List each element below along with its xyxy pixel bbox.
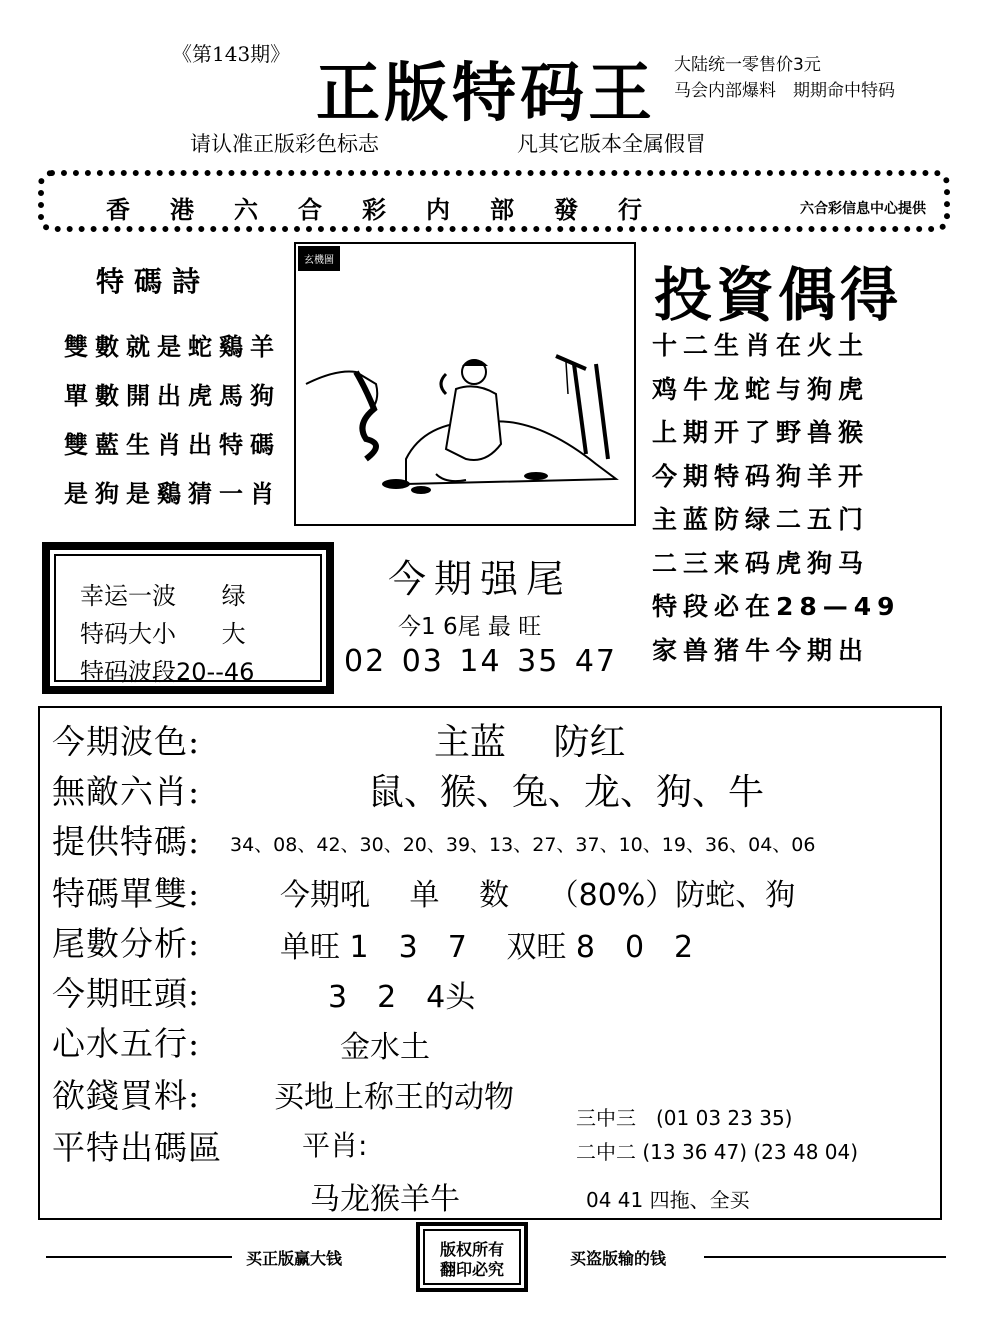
footer-left-text: 买正版赢大钱 xyxy=(246,1249,343,1268)
flat-zodiac-value: 马龙猴羊牛 xyxy=(310,1182,460,1217)
odd-even-value: 今期吼 单 数 （80%）防蛇、狗 xyxy=(280,878,796,913)
band-label: 特码波段 xyxy=(80,658,176,686)
size-label: 特码大小 xyxy=(80,620,176,648)
poem-line: 雙藍生肖出特碼 xyxy=(64,430,281,459)
footer-rule-left xyxy=(46,1256,232,1258)
publisher-banner xyxy=(38,170,950,232)
element-value: 金水土 xyxy=(340,1030,430,1065)
strong-tail-sub: 今1 6尾 最 旺 xyxy=(398,614,542,640)
head-value: 3 2 4头 xyxy=(328,980,476,1015)
notice-fake: 凡其它版本全属假冒 xyxy=(517,132,706,156)
color-label: 今期波色: xyxy=(52,722,201,761)
poem-line: 單數開出虎馬狗 xyxy=(64,381,281,410)
combo-drag: 04 41 四拖、全买 xyxy=(586,1188,750,1212)
invest-line: 二三来码虎狗马 xyxy=(652,548,870,578)
flat-zodiac-label: 平肖: xyxy=(302,1129,368,1162)
invest-title: 投資偶得 xyxy=(654,261,903,329)
poem-line: 雙數就是蛇鷄羊 xyxy=(64,332,281,361)
color-value: 主蓝 防红 xyxy=(434,722,626,763)
strong-tail-title: 今期强尾 xyxy=(388,557,573,601)
invest-line: 十二生肖在火土 xyxy=(652,331,870,360)
invest-line: 今期特码狗羊开 xyxy=(652,461,870,491)
six-zodiac-label: 無敵六肖: xyxy=(52,772,201,811)
invest-line: 主蓝防绿二五门 xyxy=(652,505,870,534)
illustration xyxy=(296,244,636,526)
tail-label: 尾數分析: xyxy=(52,924,201,963)
footer-rule-right xyxy=(704,1256,946,1258)
size-value: 大 xyxy=(221,620,246,648)
banner-note: 六合彩信息中心提供 xyxy=(800,201,926,217)
footer-right-text: 买盗版输的钱 xyxy=(570,1249,667,1268)
poem-title: 特碼詩 xyxy=(96,265,211,298)
provide-label: 提供特碼: xyxy=(52,822,201,861)
notice-genuine: 请认准正版彩色标志 xyxy=(190,132,379,156)
band-value: 20--46 xyxy=(176,658,255,686)
invest-verse xyxy=(652,324,901,672)
invest-line: 特段必在28—49 xyxy=(652,592,901,621)
issue-number: 《第143期》 xyxy=(172,42,291,66)
flat-label: 平特出碼區 xyxy=(52,1128,222,1167)
combo-two: 二中二 (13 36 47) (23 48 04) xyxy=(576,1140,859,1164)
newspaper-title: 正版特码王 xyxy=(316,56,656,131)
banner-text: 香港六合彩内部發行 xyxy=(106,195,682,224)
element-label: 心水五行: xyxy=(52,1024,201,1063)
provide-value: 34、08、42、30、20、39、13、27、37、10、19、36、04、06 xyxy=(230,834,816,856)
poem-line: 是狗是鷄猜一肖 xyxy=(64,479,281,508)
poem-lines xyxy=(64,322,281,518)
price-note: 大陆统一零售价3元 xyxy=(674,55,821,75)
tail-value: 单旺 1 3 7 双旺 8 0 2 xyxy=(280,930,694,965)
analysis-box xyxy=(38,706,942,1220)
inside-note: 马会内部爆料 期期命中特码 xyxy=(674,81,895,101)
invest-line: 家兽猪牛今期出 xyxy=(652,635,870,665)
copyright-box xyxy=(416,1222,528,1292)
combo-three: 三中三 (01 03 23 35) xyxy=(576,1106,793,1130)
lucky-wave-value: 绿 xyxy=(221,582,246,610)
lucky-wave-label: 幸运一波 xyxy=(80,582,176,610)
invest-line: 鸡牛龙蛇与狗虎 xyxy=(652,374,870,404)
buy-label: 欲錢買料: xyxy=(52,1076,201,1115)
invest-line: 上期开了野兽猴 xyxy=(652,418,870,447)
odd-even-label: 特碼單雙: xyxy=(52,874,201,913)
picture-tag: 玄機圖 xyxy=(298,246,340,271)
copyright-line1: 版权所有 xyxy=(439,1240,504,1259)
riddle-picture xyxy=(294,242,636,526)
copyright-line2: 翻印必究 xyxy=(439,1260,504,1279)
lucky-box xyxy=(42,542,334,694)
strong-tail-numbers: 02 03 14 35 47 xyxy=(344,644,618,679)
six-zodiac-value: 鼠、猴、兔、龙、狗、牛 xyxy=(368,772,765,813)
buy-value: 买地上称王的动物 xyxy=(274,1080,514,1115)
head-label: 今期旺頭: xyxy=(52,974,201,1013)
